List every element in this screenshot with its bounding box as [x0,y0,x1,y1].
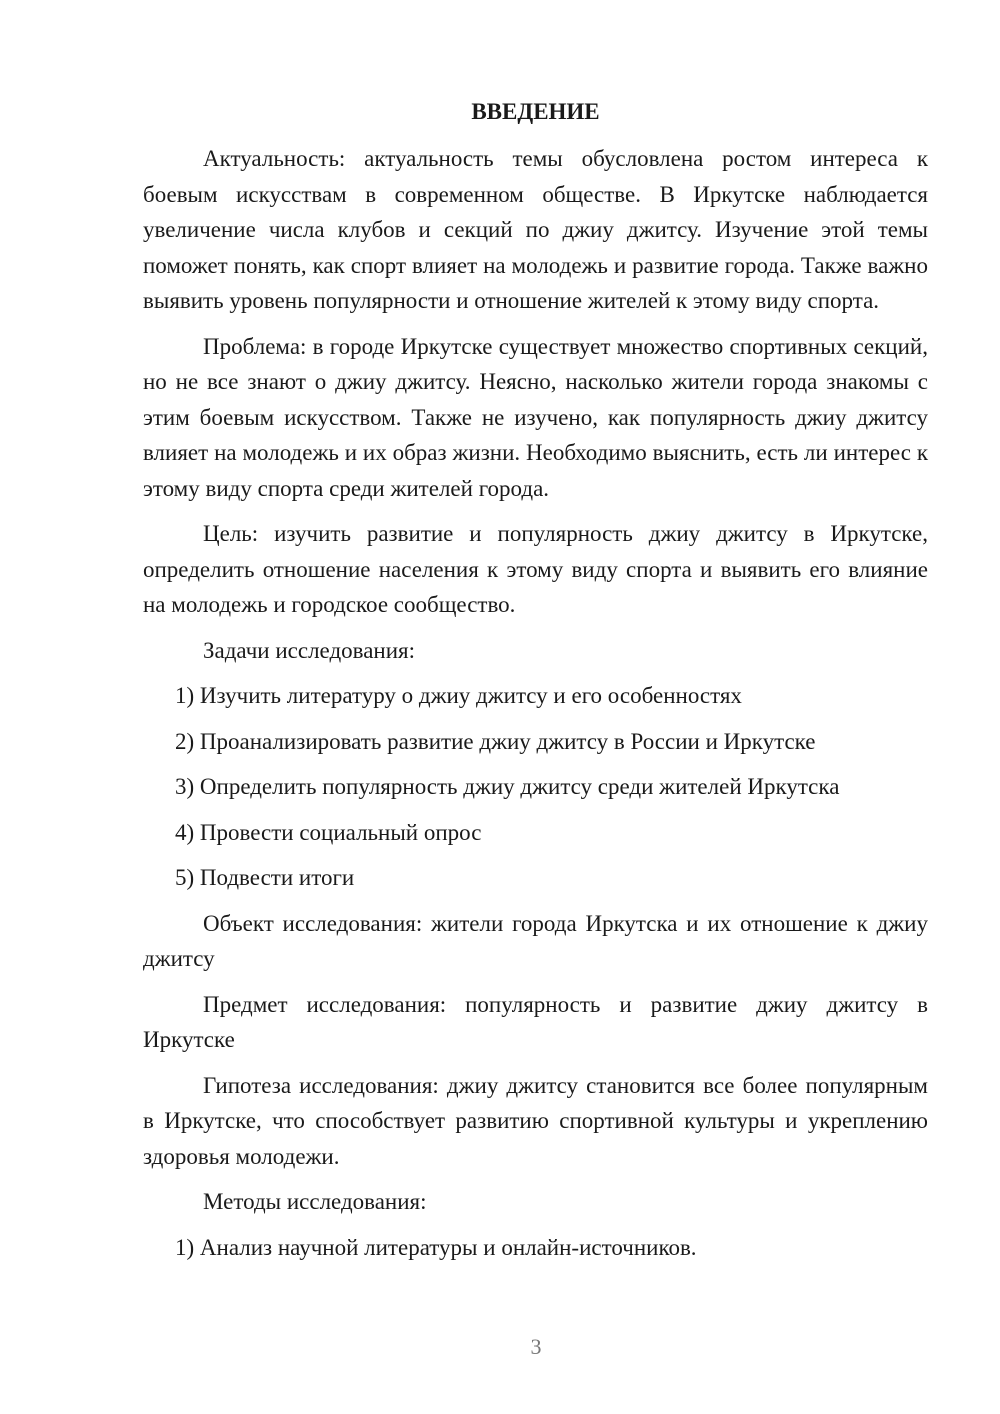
methods-heading: Методы исследования: [203,1189,427,1214]
problem-paragraph: Проблема: в городе Иркутске существует множество спортивных секций, но не все знают о джиу джитсу. Неясно, насколько жители города знакомы с этим боевым искусством. Также не изучено, как популярность джиу джитсу влияет на молодежь и их образ жизни. Необходимо выяснить, есть ли интерес к этому виду спорта среди жителей города. [143,333,928,501]
task-item: 1) Изучить литературу о джиу джитсу и его особенностях [175,683,742,708]
goal-paragraph: Цель: изучить развитие и популярность джиу джитсу в Иркутске, определить отношение населения к этому виду спорта и выявить его влияние на молодежь и городское сообщество. [143,521,928,617]
task-item: 5) Подвести итоги [175,865,355,890]
section-heading: ВВЕДЕНИЕ [471,99,600,124]
method-item: 1) Анализ научной литературы и онлайн-источников. [175,1234,697,1260]
relevance-paragraph: Актуальность: актуальность темы обусловлена ростом интереса к боевым искусствам в современном обществе. В Иркутске наблюдается увеличение числа клубов и секций по джиу джитсу. Изучение этой темы поможет понять, как спорт влияет на молодежь и развитие города. Также важно выявить уровень популярности и отношение жителей к этому виду спорта. [143,146,928,313]
subject-paragraph: Предмет исследования: популярность и развитие джиу джитсу в Иркутске [143,991,928,1052]
page-content [143,94,928,1275]
hypothesis-paragraph: Гипотеза исследования: джиу джитсу становится все более популярным в Иркутске, что способствует развитию спортивной культуры и укреплению здоровья молодежи. [143,1072,928,1169]
tasks-heading: Задачи исследования: [203,637,416,663]
task-item: 2) Проанализировать развитие джиу джитсу в России и Иркутске [175,728,816,754]
object-paragraph: Объект исследования: жители города Иркутска и их отношение к джиу джитсу [143,910,928,971]
task-item: 3) Определить популярность джиу джитсу среди жителей Иркутска [175,774,840,799]
task-item: 4) Провести социальный опрос [175,819,482,845]
page-number: 3 [530,1334,542,1359]
